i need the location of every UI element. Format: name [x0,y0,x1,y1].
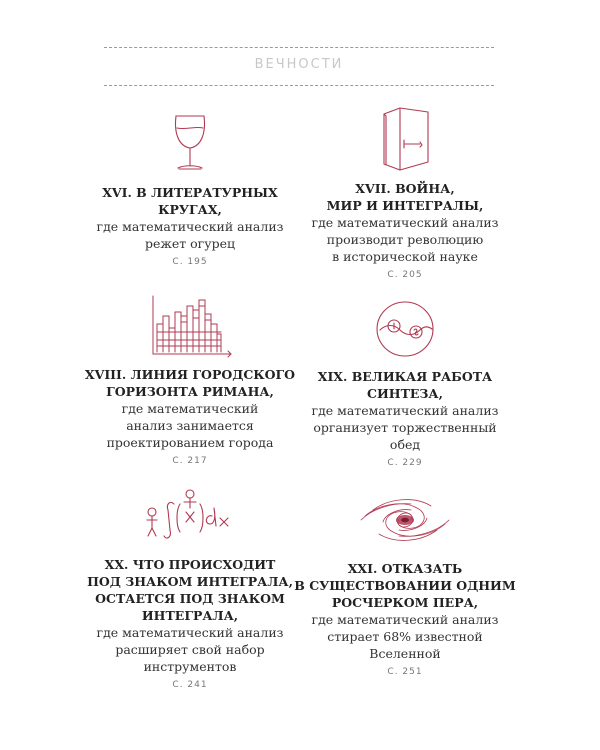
entry-description: где математический анализ организует торжественный обед [311,403,499,452]
toc-entry-xx[interactable] [70,482,310,690]
wine-glass-icon [160,112,220,176]
toc-entry-xix[interactable] [285,296,525,468]
toc-entry-xvii[interactable] [285,104,525,280]
toc-entry-xxi[interactable] [285,486,525,677]
entry-page: С. 251 [387,667,423,677]
dashed-divider-bottom [104,85,494,86]
entry-page: С. 205 [387,270,423,280]
entry-description: где математический анализ расширяет свой набор инструментов [96,625,284,674]
entry-title: XVIII. ЛИНИЯ ГОРОДСКОГО ГОРИЗОНТА РИМАНА, [84,367,296,399]
entry-description: где математический анализ производит революцию в исторической науке [311,215,499,264]
integral-figures-icon [140,482,240,552]
entry-description: где математический анализ режет огурец [96,219,284,251]
entry-title: XIX. ВЕЛИКАЯ РАБОТА СИНТЕЗА, [317,369,493,401]
toc-entry-xviii[interactable] [70,294,310,466]
entry-page: С. 241 [172,680,208,690]
entry-title: XVI. В ЛИТЕРАТУРНЫХ КРУГАХ, [102,185,278,217]
entry-page: С. 195 [172,257,208,267]
section-title: ВЕЧНОСТИ [254,57,344,72]
yin-yang-icon [372,296,438,362]
section-header [104,47,494,87]
city-skyline-icon [147,294,233,360]
book-icon [370,104,440,176]
entry-page: С. 217 [172,456,208,466]
entry-page: С. 229 [387,458,423,468]
entry-description: где математический анализ занимается проектированием города [106,401,274,450]
toc-entry-xvi[interactable] [70,112,310,267]
entry-title: XXI. ОТКАЗАТЬ В СУЩЕСТВОВАНИИ ОДНИМ РОСЧЕРКОМ ПЕРА, [294,561,516,610]
galaxy-spiral-icon [355,486,455,552]
entry-title: XVII. ВОЙНА, МИР И ИНТЕГРАЛЫ, [326,181,484,213]
entry-description: где математический анализ стирает 68% известной Вселенной [311,612,499,661]
dashed-divider-top [104,47,494,48]
entry-title: XX. ЧТО ПРОИСХОДИТ ПОД ЗНАКОМ ИНТЕГРАЛА, ОСТАЕТСЯ ПОД ЗНАКОМ ИНТЕГРАЛА, [87,557,293,623]
